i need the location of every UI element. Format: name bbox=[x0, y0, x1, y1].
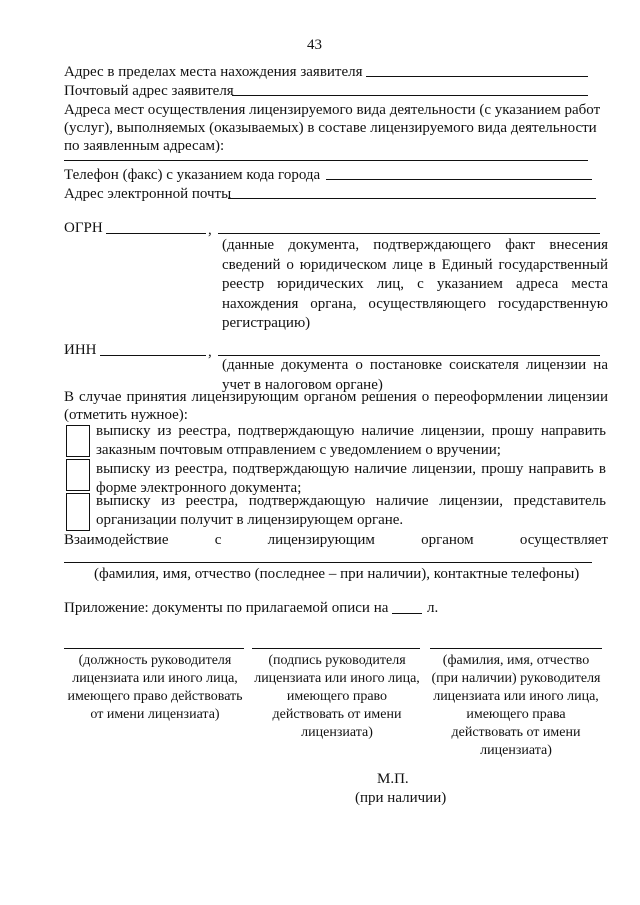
ogrn-document-field[interactable] bbox=[218, 233, 600, 234]
interaction-note: (фамилия, имя, отчество (последнее – при наличии), контактные телефоны) bbox=[94, 566, 580, 582]
inn-number-field[interactable] bbox=[100, 355, 206, 356]
signature-sign-field[interactable] bbox=[252, 648, 420, 649]
address-location-field[interactable] bbox=[366, 76, 588, 77]
ogrn-comma: , bbox=[208, 222, 212, 238]
activity-addresses-field[interactable] bbox=[64, 160, 588, 161]
activity-addresses-line-1: Адреса мест осуществления лицензируемого вида деятельности (с указанием работ bbox=[64, 102, 601, 118]
option-checkbox-pickup[interactable] bbox=[66, 493, 90, 531]
activity-addresses-line-2: (услуг), выполняемых (оказываемых) в составе лицензируемого вида деятельности bbox=[64, 120, 597, 136]
phone-field[interactable] bbox=[326, 179, 592, 180]
ogrn-label: ОГРН bbox=[64, 220, 103, 236]
interaction-contact-field[interactable] bbox=[64, 562, 592, 563]
postal-address-label: Почтовый адрес заявителя bbox=[64, 83, 234, 99]
option-pickup-text: выписку из реестра, подтверждающую наличие лицензии, представитель организации получит в лицензирующем органе. bbox=[96, 493, 606, 528]
reissue-text: В случае принятия лицензирующим органом решения о переоформлении лицензии (отметить нужное): bbox=[64, 389, 608, 423]
activity-addresses-line-3: по заявленным адресам): bbox=[64, 138, 225, 154]
address-location-label: Адрес в пределах места нахождения заявителя bbox=[64, 64, 363, 80]
ogrn-note: (данные документа, подтверждающего факт внесения сведений о юридическом лице в Единый государственный реестр юридических лиц, с указанием адреса места нахождения органа, осуществляющего государственную регистрацию) bbox=[222, 237, 608, 331]
inn-label: ИНН bbox=[64, 342, 97, 358]
signature-position-field[interactable] bbox=[64, 648, 244, 649]
option-checkbox-electronic[interactable] bbox=[66, 459, 90, 491]
signature-name-field[interactable] bbox=[430, 648, 602, 649]
stamp-label: М.П. bbox=[377, 771, 409, 787]
signature-position-caption: (должность руководителя лицензиата или иного лица, имеющего право действовать от имени лицензиата) bbox=[67, 653, 243, 722]
interaction-row bbox=[64, 531, 608, 549]
option-mail-text: выписку из реестра, подтверждающую наличие лицензии, прошу направить заказным почтовым отправлением с уведомлением о вручении; bbox=[96, 423, 606, 458]
interaction-word-1: Взаимодействие bbox=[64, 532, 169, 548]
inn-comma: , bbox=[208, 344, 212, 360]
postal-address-field[interactable] bbox=[232, 95, 588, 96]
stamp-note: (при наличии) bbox=[355, 790, 447, 806]
ogrn-number-field[interactable] bbox=[106, 233, 206, 234]
attachment-pages-field[interactable] bbox=[392, 613, 422, 614]
phone-label: Телефон (факс) с указанием кода города bbox=[64, 167, 321, 183]
option-electronic-text: выписку из реестра, подтверждающую наличие лицензии, прошу направить в форме электронного документа; bbox=[96, 461, 606, 496]
page-number: 43 bbox=[307, 37, 322, 53]
inn-note: (данные документа о постановке соискателя лицензии на учет в налоговом органе) bbox=[222, 357, 608, 393]
email-field[interactable] bbox=[228, 198, 596, 199]
signature-sign-caption: (подпись руководителя лицензиата или иного лица, имеющего право действовать от имени лицензиата) bbox=[254, 653, 420, 740]
attachment-label: Приложение: документы по прилагаемой описи на bbox=[64, 600, 389, 616]
attachment-suffix: л. bbox=[427, 600, 439, 616]
interaction-word-3: лицензирующим bbox=[267, 532, 375, 548]
interaction-word-5: осуществляет bbox=[519, 532, 608, 548]
interaction-word-2: с bbox=[214, 532, 222, 548]
option-checkbox-mail[interactable] bbox=[66, 425, 90, 457]
signature-name-caption: (фамилия, имя, отчество (при наличии) руководителя лицензиата или иного лица, имеющего права действовать от имени лицензиата) bbox=[431, 653, 601, 758]
interaction-word-4: органом bbox=[421, 532, 474, 548]
email-label: Адрес электронной почты bbox=[64, 186, 232, 202]
